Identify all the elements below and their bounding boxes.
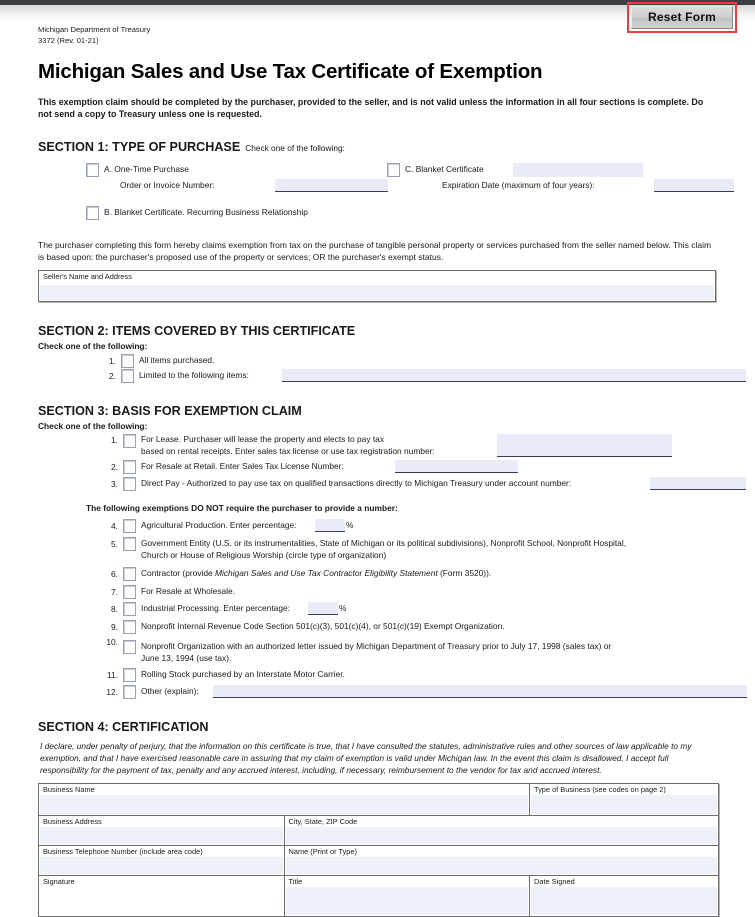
- label-s3-item-5-line1: Government Entity (U.S. or its instrumentalities, State of Michigan or its political subdivisions), Nonprofit School, Nonprofit Hospital,: [141, 538, 627, 548]
- cell-type-of-business[interactable]: [530, 784, 719, 816]
- input-date-signed[interactable]: [531, 887, 717, 915]
- expiration-date-field-top[interactable]: [513, 163, 643, 177]
- input-signature[interactable]: [40, 887, 283, 915]
- label-s3-item-6-b: (Form 3520)).: [437, 568, 492, 578]
- section-4: [38, 718, 725, 917]
- s3-item-2-license-input[interactable]: [395, 460, 518, 473]
- label-s3-item-8-percent-sign: %: [339, 603, 347, 613]
- label-s3-item-7: For Resale at Wholesale.: [141, 586, 236, 596]
- input-business-telephone[interactable]: [40, 857, 283, 874]
- label-s3-item-4: Agricultural Production. Enter percentage:: [141, 520, 297, 530]
- section-3-check-one: Check one of the following:: [38, 421, 148, 431]
- caption-title: Title: [288, 877, 303, 886]
- sellers-name-address-box[interactable]: [38, 270, 716, 302]
- item-number: 6.: [111, 569, 118, 579]
- caption-type-of-business: Type of Business (see codes on page 2): [534, 785, 666, 794]
- expiration-date-input[interactable]: [654, 179, 734, 192]
- form-revision: 3372 (Rev. 01-21): [38, 35, 99, 45]
- sellers-name-address-input[interactable]: [40, 285, 714, 300]
- label-s3-item-12: Other (explain):: [141, 686, 199, 696]
- caption-signature: Signature: [43, 877, 75, 886]
- label-option-c: C. Blanket Certificate: [405, 164, 484, 175]
- label-expiration-date: Expiration Date (maximum of four years):: [442, 180, 595, 191]
- certification-table: [38, 783, 719, 917]
- table-row: [39, 876, 719, 917]
- s3-item-4-percentage-input[interactable]: [315, 519, 345, 532]
- item-number: 3.: [111, 479, 118, 489]
- checkbox-s3-item-10[interactable]: [123, 640, 136, 654]
- label-s3-item-8: Industrial Processing. Enter percentage:: [141, 603, 290, 613]
- section-3: [38, 402, 725, 702]
- item-number: 2.: [109, 371, 116, 381]
- label-s3-item-9: Nonprofit Internal Revenue Code Section 501(c)(3), 501(c)(4), or 501(c)(19) Exempt Organization.: [141, 621, 505, 631]
- order-invoice-number-input[interactable]: [275, 179, 388, 192]
- caption-name-print: Name (Print or Type): [288, 847, 357, 856]
- label-s2-item-1: All items purchased.: [139, 355, 215, 365]
- input-city-state-zip[interactable]: [286, 827, 718, 844]
- label-option-a: A. One-Time Purchase: [104, 164, 189, 175]
- purchaser-claim-paragraph: The purchaser completing this form hereby claims exemption from tax on the purchase of tangible personal property or services purchased from the seller named below. This claim is based upon: the purchaser's proposed use of the property or services; OR the purchaser's exempt status.: [38, 240, 712, 263]
- item-number: 4.: [111, 521, 118, 531]
- cell-name-print[interactable]: [284, 846, 719, 876]
- cell-business-telephone[interactable]: [39, 846, 285, 876]
- label-s3-item-6-a: Contractor (provide: [141, 568, 216, 578]
- table-row: [39, 784, 719, 816]
- item-number: 9.: [111, 622, 118, 632]
- item-number: 7.: [111, 587, 118, 597]
- label-s3-item-4-percent-sign: %: [346, 520, 354, 530]
- checkbox-s3-item-12[interactable]: [123, 685, 136, 699]
- form-page: [0, 21, 755, 917]
- item-number: 5.: [111, 539, 118, 549]
- form-intro-text: This exemption claim should be completed by the purchaser, provided to the seller, and is not valid unless the information in all four sections is complete. Do not send a copy to Treasury unless one is requested.: [38, 97, 704, 120]
- checkbox-s3-item-11[interactable]: [123, 668, 136, 682]
- cell-business-address[interactable]: [39, 816, 285, 846]
- checkbox-s2-item-2[interactable]: [121, 369, 134, 383]
- caption-business-telephone: Business Telephone Number (include area code): [43, 847, 203, 856]
- sellers-name-address-caption: Seller's Name and Address: [43, 272, 132, 281]
- page-title: Michigan Sales and Use Tax Certificate of Exemption: [38, 60, 543, 83]
- checkbox-s3-item-4[interactable]: [123, 519, 136, 533]
- label-s2-item-2: Limited to the following items:: [139, 370, 249, 380]
- label-option-b: B. Blanket Certificate. Recurring Business Relationship: [104, 207, 308, 218]
- checkbox-option-a[interactable]: [86, 163, 99, 177]
- checkbox-s3-item-1[interactable]: [123, 434, 136, 448]
- label-s3-item-10-line2: June 13, 1994 (use tax).: [141, 653, 232, 663]
- checkbox-s3-item-5[interactable]: [123, 537, 136, 551]
- label-s3-item-2: For Resale at Retail. Enter Sales Tax License Number:: [141, 461, 344, 471]
- cell-city-state-zip[interactable]: [284, 816, 719, 846]
- s3-item-3-account-input[interactable]: [650, 477, 746, 490]
- caption-date-signed: Date Signed: [534, 877, 575, 886]
- s3-item-1-registration-input[interactable]: [497, 445, 672, 457]
- item-number: 10.: [106, 637, 118, 647]
- input-business-name[interactable]: [40, 795, 528, 814]
- table-row: [39, 846, 719, 876]
- label-s3-item-3: Direct Pay - Authorized to pay use tax on qualified transactions directly to Michigan Treasury under account number:: [141, 478, 572, 488]
- checkbox-s3-item-2[interactable]: [123, 460, 136, 474]
- checkbox-s3-item-6[interactable]: [123, 567, 136, 581]
- s2-limited-items-input[interactable]: [282, 369, 746, 382]
- cell-business-name[interactable]: [39, 784, 530, 816]
- checkbox-option-b[interactable]: [86, 206, 99, 220]
- section-1-heading: SECTION 1: TYPE OF PURCHASE: [38, 140, 241, 155]
- label-s3-item-6: [141, 568, 491, 580]
- item-number: 1.: [109, 356, 116, 366]
- label-s3-item-1-line1: For Lease. Purchaser will lease the property and elects to pay tax: [141, 434, 385, 444]
- item-number: 12.: [106, 687, 118, 697]
- cell-signature[interactable]: [39, 876, 285, 917]
- no-number-required-note: The following exemptions DO NOT require the purchaser to provide a number:: [86, 503, 398, 513]
- item-number: 2.: [111, 462, 118, 472]
- input-business-address[interactable]: [40, 827, 283, 844]
- label-s3-item-5-line2: Church or House of Religious Worship (circle type of organization): [141, 550, 387, 560]
- reset-form-button[interactable]: Reset Form: [631, 6, 733, 29]
- checkbox-option-c[interactable]: [387, 163, 400, 177]
- caption-business-address: Business Address: [43, 817, 102, 826]
- checkbox-s3-item-9[interactable]: [123, 620, 136, 634]
- cell-date-signed[interactable]: [530, 876, 719, 917]
- section-2-check-one: Check one of the following:: [38, 341, 148, 351]
- item-number: 8.: [111, 604, 118, 614]
- label-s3-item-1-line2: based on rental receipts. Enter sales tax license or use tax registration number:: [141, 446, 435, 456]
- checkbox-s3-item-8[interactable]: [123, 602, 136, 616]
- s3-item-12-explain-input[interactable]: [213, 685, 747, 698]
- label-s3-item-11: Rolling Stock purchased by an Interstate Motor Carrier.: [141, 669, 345, 679]
- label-s3-item-10-line1: Nonprofit Organization with an authorized letter issued by Michigan Department of Treasury prior to July 17, 1998 (sales tax) or: [141, 641, 612, 651]
- s3-item-8-percentage-input[interactable]: [308, 602, 338, 615]
- section-1-subheading: Check one of the following:: [245, 143, 345, 154]
- reset-form-highlight: [627, 2, 737, 33]
- label-order-invoice-number: Order or Invoice Number:: [120, 180, 215, 191]
- checkbox-s3-item-7[interactable]: [123, 585, 136, 599]
- checkbox-s3-item-3[interactable]: [123, 477, 136, 491]
- input-type-of-business[interactable]: [531, 795, 717, 814]
- input-title[interactable]: [286, 887, 529, 915]
- section-2: [38, 322, 725, 385]
- cell-title[interactable]: [284, 876, 530, 917]
- section-1: [38, 138, 725, 302]
- caption-business-name: Business Name: [43, 785, 95, 794]
- item-number: 1.: [111, 435, 118, 445]
- section-4-heading: SECTION 4: CERTIFICATION: [38, 720, 209, 734]
- table-row: [39, 816, 719, 846]
- checkbox-s2-item-1[interactable]: [121, 354, 134, 368]
- section-2-heading: SECTION 2: ITEMS COVERED BY THIS CERTIFICATE: [38, 324, 356, 338]
- label-s3-item-6-italic: Michigan Sales and Use Tax Contractor Eligibility Statement: [215, 568, 438, 578]
- item-number: 11.: [106, 670, 118, 680]
- caption-city-state-zip: City, State, ZIP Code: [288, 817, 358, 826]
- certification-declaration: I declare, under penalty of perjury, that the information on this certificate is true, that I have consulted the statutes, administrative rules and other sources of law applicable to my exemption, and that I have exercised reasonable care in assuring that my claim of exemption is valid under Michigan law. In the event this claim is disallowed, I accept full responsibility for the payment of tax, penalty and any accrued interest, including, if necessary, reimbursement to the vendor for tax and accrued interest.: [40, 741, 692, 775]
- agency-name: Michigan Department of Treasury: [38, 25, 151, 34]
- section-3-heading: SECTION 3: BASIS FOR EXEMPTION CLAIM: [38, 404, 302, 418]
- input-name-print[interactable]: [286, 857, 718, 874]
